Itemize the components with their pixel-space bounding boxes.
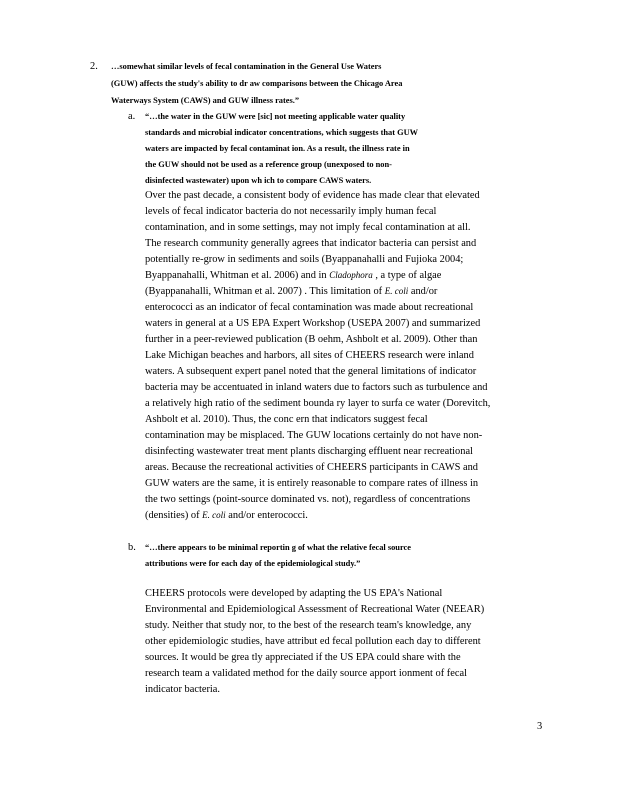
sub-a-response-line-4: The research community generally agrees that indicator bacteria can persist and xyxy=(145,238,477,249)
sub-b-response-line-1: CHEERS protocols were developed by adapting the US EPA's National xyxy=(145,588,443,599)
item-number: 2. xyxy=(90,61,98,72)
sub-b-response-line-3: study. Neither that study nor, to the best of the research team's knowledge, any xyxy=(145,620,472,631)
ecoli-term-2: E. coli xyxy=(202,510,226,520)
line-21-tail: and/or enterococci. xyxy=(228,510,308,521)
item2-quote-line-3: Waterways System (CAWS) and GUW illness rates.” xyxy=(111,96,300,105)
sub-a-response-line-20: the two settings (point-source dominated vs. not), regardless of concentrations xyxy=(145,494,471,505)
sub-a-response-line-17: disinfecting wastewater treat ment plants discharging effluent near recreational xyxy=(145,446,473,457)
cladophora-term: Cladophora xyxy=(329,270,373,280)
sub-a-response-line-2: levels of fecal indicator bacteria do not necessarily imply human fecal xyxy=(145,206,437,217)
item2-quote-line-1: …somewhat similar levels of fecal contamination in the General Use Waters xyxy=(111,62,382,71)
sub-a-quote-line-2: standards and microbial indicator concentrations, which suggests that GUW xyxy=(145,128,419,137)
line-7-text: (Byappanahalli, Whitman et al. 2007) . This limitation of xyxy=(145,286,383,297)
sub-a-response-line-1: Over the past decade, a consistent body of evidence has made clear that elevated xyxy=(145,190,480,201)
sub-a-response-line-12: waters. A subsequent expert panel noted that the general limitations of indicator xyxy=(145,366,477,377)
sub-a-response-line-11: Lake Michigan beaches and harbors, all sites of CHEERS research were inland xyxy=(145,350,474,361)
sub-b-quote-line-2: attributions were for each day of the epidemiological study.” xyxy=(145,559,361,568)
sub-a-response-line-18: areas. Because the recreational activities of CHEERS participants in CAWS and xyxy=(145,462,479,473)
sub-b-response-line-4: other epidemiologic studies, have attribut ed fecal pollution each day to different xyxy=(145,636,481,647)
sub-b-response-line-7: indicator bacteria. xyxy=(145,684,221,695)
sub-a-response-line-13: bacteria may be accentuated in inland waters due to factors such as turbulence and xyxy=(145,382,488,393)
sub-a-response-line-8: enterococci as an indicator of fecal contamination was made about recreational xyxy=(145,302,474,313)
page-number: 3 xyxy=(537,721,543,732)
sub-a-response-line-7 xyxy=(145,286,437,297)
sub-a-quote-line-4: the GUW should not be used as a reference group (unexposed to non- xyxy=(145,160,392,169)
sub-a-response-line-9: waters in general at a US EPA Expert Workshop (USEPA 2007) and summarized xyxy=(145,318,481,329)
sub-b-label: b. xyxy=(128,542,136,553)
line-7-tail: and/or xyxy=(410,286,438,297)
sub-a-response-line-16: contamination may be misplaced. The GUW locations certainly do not have non- xyxy=(145,430,483,441)
sub-a-quote-line-5: disinfected wastewater) upon wh ich to compare CAWS waters. xyxy=(145,176,372,185)
sub-a-quote-line-1: “…the water in the GUW were [sic] not meeting applicable water quality xyxy=(145,112,406,121)
item2-quote-line-2: (GUW) affects the study's ability to dr aw comparisons between the Chicago Area xyxy=(111,79,403,88)
sub-b-quote-line-1: “…there appears to be minimal reportin g of what the relative fecal source xyxy=(145,543,411,552)
sub-a-response-line-6 xyxy=(145,270,441,281)
sub-a-response-line-15: Ashbolt et al. 2010). Thus, the conc ern that indicators suggest fecal xyxy=(145,414,428,425)
line-6-tail: , a type of algae xyxy=(375,270,442,281)
ecoli-term: E. coli xyxy=(384,286,409,296)
sub-a-response-line-10: further in a peer-reviewed publication (B oehm, Ashbolt et al. 2009). Other than xyxy=(145,334,478,345)
sub-a-response-line-14: a relatively high ratio of the sediment bounda ry layer to surfa ce water (Dorevitch, xyxy=(145,398,491,409)
sub-a-quote-line-3: waters are impacted by fecal contaminat ion. As a result, the illness rate in xyxy=(145,144,410,153)
sub-a-response-line-3: contamination, and in some settings, may not imply fecal contamination at all. xyxy=(145,222,471,233)
sub-a-response-line-19: GUW waters are the same, it is entirely reasonable to compare rates of illness in xyxy=(145,478,479,489)
sub-a-label: a. xyxy=(128,111,136,122)
line-6-text: Byappanahalli, Whitman et al. 2006) and in xyxy=(145,270,327,281)
sub-b-response-line-6: research team a validated method for the daily source apport ionment of fecal xyxy=(145,668,467,679)
sub-b-response-line-2: Environmental and Epidemiological Assessment of Recreational Water (NEEAR) xyxy=(145,604,485,615)
sub-b-response-line-5: sources. It would be grea tly appreciated if the US EPA could share with the xyxy=(145,652,461,663)
sub-a-response-line-21 xyxy=(145,510,308,521)
line-21-text: (densities) of xyxy=(145,510,200,521)
sub-a-response-line-5: potentially re-grow in sediments and soils (Byappanahalli and Fujioka 2004; xyxy=(145,254,464,265)
